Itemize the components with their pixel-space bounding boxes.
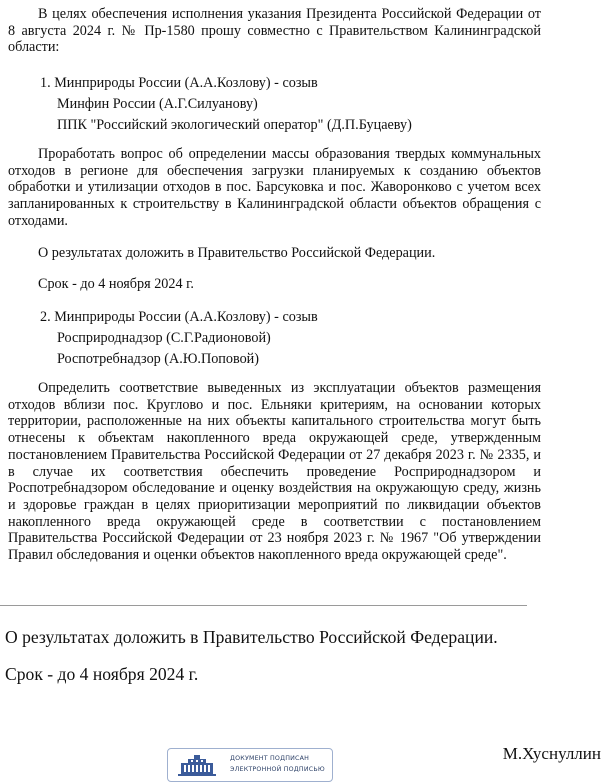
item-1-heading: 1. Минприроды России (А.А.Козлову) - созыв — [40, 75, 318, 91]
item-1-task: Проработать вопрос об определении массы образования твердых коммунальных отходов в регионе для обеспечения загрузки планируемых к созданию объектов обработки и утилизации отходов в пос. Барсуковка и пос. Жаворонково с учетом всех запланированных к строительству в Калининградской области объектов обращения с отходами. — [8, 146, 541, 229]
item-2-task: Определить соответствие выведенных из эксплуатации объектов размещения отходов вблизи пос. Круглово и пос. Ельняки критериям, на основании которых территории, расположенные на них объекты капитального строительства могут быть отнесены к объектам накопленного вреда окружающей среде, утвержденным постановлением Правительства Российской Федерации от 27 декабря 2023 г. № 2335, и в случае их соответствия обеспечить проведение Росприроднадзором и Роспотребнадзором обследование и оценку воздействия на окружающую среду, жизнь и здоровье граждан в целях приоритизации мероприятий по ликвидации объектов накопленного вреда окружающей среде в соответствии с постановлением Правительства Российской Федерации от 23 ноября 2023 г. № 1967 "Об утверждении Правил обследования и оценки объектов накопленного вреда окружающей среде". — [8, 380, 541, 564]
electronic-signature-stamp — [167, 748, 333, 782]
item-2-heading: 2. Минприроды России (А.А.Козлову) - созыв — [40, 309, 318, 325]
divider-line — [0, 605, 527, 606]
government-building-emblem-icon — [177, 754, 217, 778]
item-2-coexecutor: Росприроднадзор (С.Г.Радионовой) — [57, 330, 271, 346]
item-1-report: О результатах доложить в Правительство Российской Федерации. — [38, 245, 436, 261]
signatory-name: М.Хуснуллин — [502, 744, 601, 763]
stamp-line-1: ДОКУМЕНТ ПОДПИСАН — [230, 755, 310, 762]
intro-paragraph: В целях обеспечения исполнения указания Президента Российской Федерации от 8 августа 2024 г. № Пр-1580 прошу совместно с Правительством Калининградской области: — [8, 6, 541, 56]
stamp-line-2: ЭЛЕКТРОННОЙ ПОДПИСЬЮ — [230, 766, 325, 773]
report-instruction: О результатах доложить в Правительство Российской Федерации. — [5, 627, 498, 647]
deadline: Срок - до 4 ноября 2024 г. — [5, 664, 199, 684]
item-1-deadline: Срок - до 4 ноября 2024 г. — [38, 276, 194, 292]
item-1-coexecutor: ППК "Российский экологический оператор" (Д.П.Буцаеву) — [57, 117, 412, 133]
item-2-coexecutor: Роспотребнадзор (А.Ю.Поповой) — [57, 351, 259, 367]
item-1-coexecutor: Минфин России (А.Г.Силуанову) — [57, 96, 258, 112]
